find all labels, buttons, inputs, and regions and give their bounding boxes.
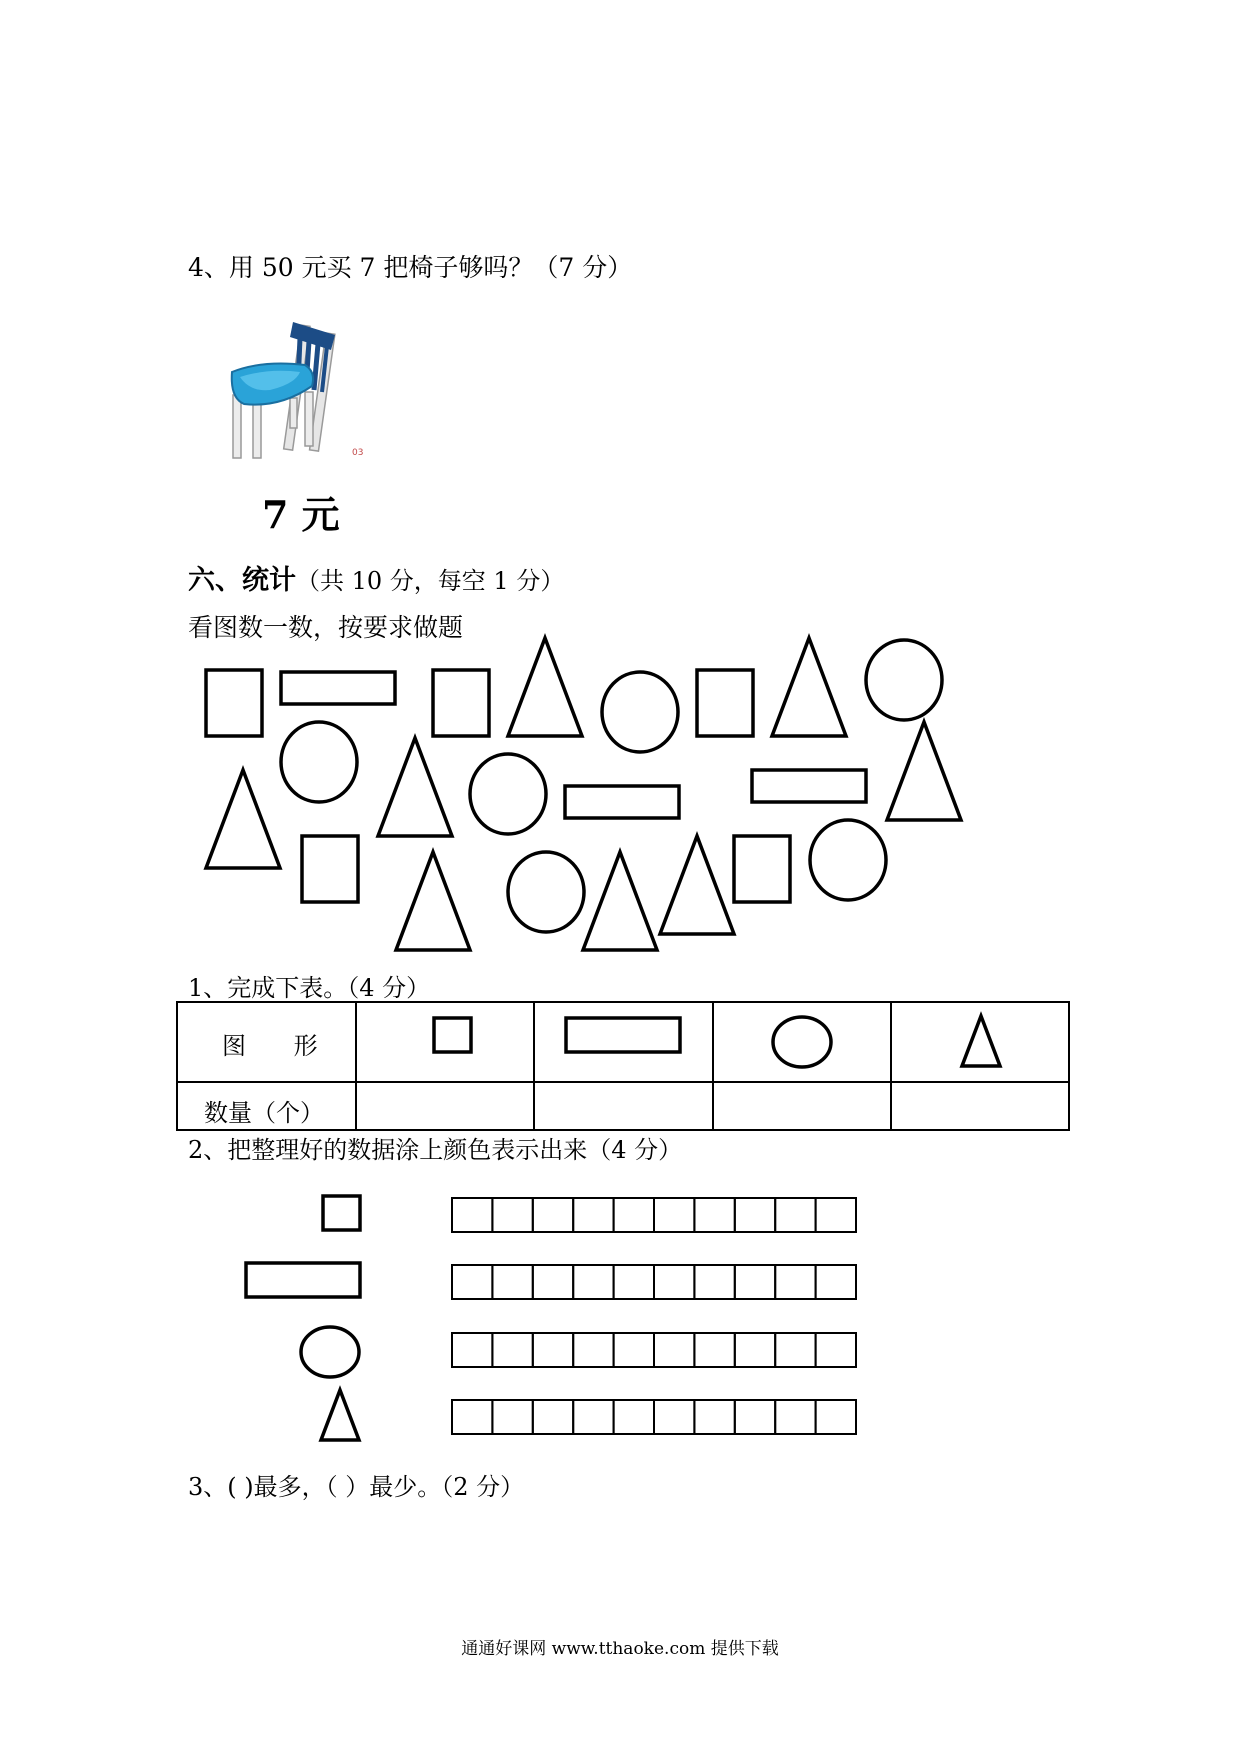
- section-title: 六、统计: [188, 565, 296, 596]
- count-input-square[interactable]: [358, 1084, 533, 1128]
- count-input-triangle[interactable]: [893, 1084, 1068, 1128]
- grid-row-circle-box[interactable]: [452, 1333, 492, 1367]
- grid-row-triangle-box[interactable]: [492, 1400, 532, 1434]
- grid-row-circle-box[interactable]: [735, 1333, 775, 1367]
- chair-image: [232, 322, 364, 458]
- grid-row-rectangle-box[interactable]: [492, 1265, 532, 1299]
- grid-row-rectangle-box[interactable]: [775, 1265, 815, 1299]
- grid-row-square-box[interactable]: [654, 1198, 694, 1232]
- grid-row-rectangle-box[interactable]: [735, 1265, 775, 1299]
- footer-text: 通通好课网 www.tthaoke.com 提供下载: [461, 1639, 779, 1659]
- grid-row-square-box[interactable]: [614, 1198, 654, 1232]
- grid-row-rectangle-box[interactable]: [533, 1265, 573, 1299]
- grid-row-triangle-box[interactable]: [816, 1400, 856, 1434]
- triangle-icon: [962, 1016, 1000, 1066]
- triangle-shape: [583, 852, 657, 950]
- grid-row-triangle-box[interactable]: [775, 1400, 815, 1434]
- grid-row-square-box[interactable]: [735, 1198, 775, 1232]
- square-shape: [302, 836, 358, 902]
- shapes-figure: [206, 638, 961, 950]
- coloring-grid: [452, 1198, 856, 1434]
- circle-icon: [301, 1327, 359, 1377]
- grid-row-circle-box[interactable]: [533, 1333, 573, 1367]
- table-row-label-count: 数量（个）: [204, 1099, 324, 1127]
- grid-row-square-box[interactable]: [694, 1198, 734, 1232]
- chair-price: 7 元: [262, 492, 340, 537]
- grid-row-square-box[interactable]: [452, 1198, 492, 1232]
- triangle-shape: [660, 836, 734, 934]
- grid-row-triangle-box[interactable]: [735, 1400, 775, 1434]
- rectangle-shape: [752, 770, 866, 802]
- circle-shape: [866, 640, 942, 720]
- count-input-rectangle[interactable]: [536, 1084, 712, 1128]
- triangle-shape: [206, 770, 280, 868]
- grid-row-triangle-box[interactable]: [533, 1400, 573, 1434]
- grid-row-rectangle-box[interactable]: [694, 1265, 734, 1299]
- grid-row-circle-box[interactable]: [573, 1333, 613, 1367]
- square-icon: [323, 1196, 360, 1230]
- grid-row-rectangle-box[interactable]: [452, 1265, 492, 1299]
- square-shape: [206, 670, 262, 736]
- grid-row-circle-box[interactable]: [654, 1333, 694, 1367]
- square-shape: [734, 836, 790, 902]
- grid-row-circle-box[interactable]: [614, 1333, 654, 1367]
- section-intro: 看图数一数，按要求做题: [188, 613, 464, 642]
- square-shape: [697, 670, 753, 736]
- question-4-text: 4、用 50 元买 7 把椅子够吗？（7 分）: [188, 253, 633, 282]
- section-subtitle: （共 10 分，每空 1 分）: [296, 567, 565, 595]
- grid-row-square-box[interactable]: [533, 1198, 573, 1232]
- rectangle-icon: [246, 1263, 360, 1297]
- circle-shape: [602, 672, 678, 752]
- square-icon: [434, 1018, 471, 1052]
- table-row-label-shape: 图 形: [222, 1032, 338, 1060]
- grid-row-rectangle-box[interactable]: [654, 1265, 694, 1299]
- grid-row-square-box[interactable]: [816, 1198, 856, 1232]
- circle-shape: [508, 852, 584, 932]
- grid-row-circle-box[interactable]: [816, 1333, 856, 1367]
- grid-row-square-box[interactable]: [775, 1198, 815, 1232]
- grid-row-triangle-box[interactable]: [694, 1400, 734, 1434]
- rectangle-icon: [566, 1018, 680, 1052]
- section-6-heading: [188, 558, 564, 597]
- grid-row-triangle-box[interactable]: [573, 1400, 613, 1434]
- triangle-shape: [378, 738, 452, 836]
- grid-row-triangle-box[interactable]: [654, 1400, 694, 1434]
- grid-row-rectangle-box[interactable]: [816, 1265, 856, 1299]
- triangle-shape: [508, 638, 582, 736]
- triangle-icon: [321, 1390, 359, 1440]
- grid-row-rectangle-box[interactable]: [573, 1265, 613, 1299]
- grid-row-square-box[interactable]: [573, 1198, 613, 1232]
- grid-row-circle-box[interactable]: [492, 1333, 532, 1367]
- question-2-text: 2、把整理好的数据涂上颜色表示出来（4 分）: [188, 1136, 683, 1164]
- question-1-text: 1、完成下表。（4 分）: [188, 974, 431, 1002]
- svg-text:03: 03: [352, 448, 364, 458]
- triangle-shape: [772, 638, 846, 736]
- triangle-shape: [396, 852, 470, 950]
- grid-row-circle-box[interactable]: [775, 1333, 815, 1367]
- triangle-shape: [887, 722, 961, 820]
- grid-row-square-box[interactable]: [492, 1198, 532, 1232]
- square-shape: [433, 670, 489, 736]
- circle-shape: [470, 754, 546, 834]
- question-3-text: 3、( )最多，（ ）最少。（2 分）: [188, 1473, 525, 1501]
- rectangle-shape: [565, 786, 679, 818]
- circle-shape: [281, 722, 357, 802]
- count-input-circle[interactable]: [715, 1084, 890, 1128]
- grid-row-triangle-box[interactable]: [452, 1400, 492, 1434]
- grid-row-rectangle-box[interactable]: [614, 1265, 654, 1299]
- grid-row-triangle-box[interactable]: [614, 1400, 654, 1434]
- circle-shape: [810, 820, 886, 900]
- rectangle-shape: [281, 672, 395, 704]
- grid-row-circle-box[interactable]: [694, 1333, 734, 1367]
- circle-icon: [773, 1017, 831, 1067]
